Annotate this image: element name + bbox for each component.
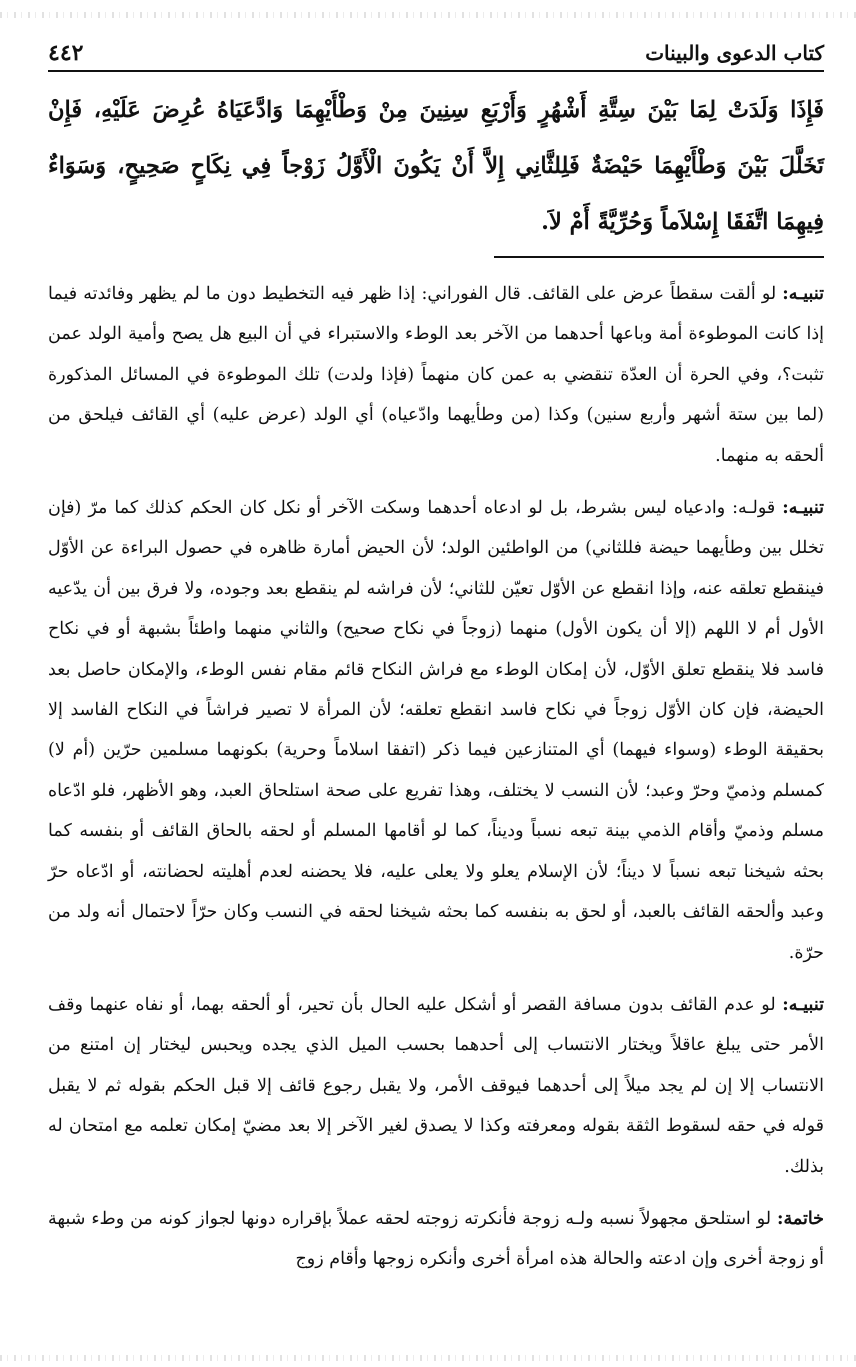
conclusion-paragraph — [48, 1199, 824, 1280]
paragraph-label: تنبيـه: — [782, 498, 824, 519]
commentary-paragraph — [48, 985, 824, 1187]
commentary-paragraph — [48, 274, 824, 476]
book-page — [48, 40, 824, 1292]
running-header — [48, 40, 824, 72]
scan-noise-bottom — [0, 1355, 856, 1361]
matn-text: فَإِذَا وَلَدَتْ لِمَا بَيْنَ سِتَّةِ أَشْهُرٍ وَأَرْبَعِ سِنِينَ مِنْ وَطْأَيْهِمَا وَادَّعَيَاهُ عُرِضَ عَلَيْهِ، فَإِنْ تَخَلَّلَ بَيْنَ وَطْأَيْهِمَا حَيْضَةٌ فَلِلثَّانِي إِلاَّ أَنْ يَكُونَ الْأَوَّلُ زَوْجاً فِي نِكَاحٍ صَحِيحٍ، وَسَوَاءٌ فِيهِمَا اتَّفَقَا إِسْلاَماً وَحُرِّيَّةً أَمْ لاَ. — [48, 97, 824, 235]
separator-rule — [494, 256, 824, 258]
book-title: كتاب الدعوى والبينات — [645, 41, 824, 65]
paragraph-text: لو عدم القائف بدون مسافة القصر أو أشكل عليه الحال بأن تحير، أو ألحقه بهما، أو نفاه عنهما وقف الأمر حتى يبلغ عاقلاً ويختار الانتساب إلى أحدهما بحسب الميل الذي يجده ويحبس ليختار إن امتنع من الانتساب إلا إن لم يجد ميلاً إلى أحدهما فيوقف الأمر، ولا يقبل رجوع قائف إلا قبل الحكم بقوله ثم لا يقبل قوله في حقه لسقوط الثقة بقوله ومعرفته وكذا لا يصدق لغير الآخر إلا بعد مضيّ إمكان تعلمه مع امتحان له بذلك. — [48, 994, 824, 1177]
paragraph-text: لو ألقت سقطاً عرض على القائف. قال الفوراني: إذا ظهر فيه التخطيط دون ما لم يظهر وفائدته فيما إذا كانت الموطوءة أمة وباعها أحدهما من الآخر بعد الوطء والاستبراء في أن البيع هل يصح وأمية الولد عمن تثبت؟، وفي الحرة أن العدّة تنقضي به عمن كان منهماً (فإذا ولدت) تلك الموطوءة في المسائل المذكورة (لما بين ستة أشهر وأربع سنين) وكذا (من وطأيهما وادّعياه) أي الولد (عرض عليه) أي القائف فيلحق من ألحقه به منهما. — [48, 284, 824, 466]
commentary-paragraph — [48, 488, 824, 973]
scan-noise-top — [0, 12, 856, 18]
paragraph-label: خاتمة: — [777, 1208, 824, 1229]
paragraph-label: تنبيـه: — [782, 994, 824, 1015]
paragraph-label: تنبيـه: — [782, 284, 824, 304]
paragraph-text: قولـه: وادعياه ليس بشرط، بل لو ادعاه أحدهما وسكت الآخر أو نكل كان الحكم كذلك كما مرّ (فإن تخلل بين وطأيهما حيضة فللثاني) من الواطئين الولد؛ لأن الحيض أمارة ظاهره في حصول البراءة عن الأوّل فينقطع تعلقه عنه، وإذا انقطع عن الأوّل تعيّن للثاني؛ لأن فراشه لم ينقطع بعد وجوده، ولا فرق بين أن يدّعيه الأول أم لا اللهم (إلا أن يكون الأول) منهما (زوجاً في نكاح صحيح) والثاني منهما واطئاً بشبهة أو في نكاح فاسد فلا ينقطع تعلق الأوّل، لأن إمكان الوطء مع فراش النكاح قائم مقام نفس الوطء، والإمكان حاصل بعد الحيضة، فإن كان الأوّل زوجاً في نكاح فاسد انقطع تعلقه؛ لأن المرأة لا تصير فراشاً في النكاح الفاسد إلا بحقيقة الوطء (وسواء فيهما) أي المتنازعين فيما ذكر (اتفقا اسلاماً وحرية) بكونهما مسلمين حرّين (أم لا) كمسلم وذميّ وحرّ وعبد؛ لأن النسب لا يختلف، وهذا تفريع على صحة استلحاق العبد، وهو الأظهر، فلو ادّعاه مسلم وذميّ وأقام الذمي بينة تبعه نسباً وديناً، كما لو أقامها المسلم أو لحقه بالحاق القائف أو بنفسه كما بحثه شيخنا تبعه نسباً لا ديناً؛ لأن الإسلام يعلو ولا يعلى عليه، فلا يحضنه لعدم أهليته لحضانته، أو ادّعاه حرّ وعبد وألحقه القائف بالعبد، أو لحق به بنفسه كما بحثه شيخنا لحقه في النسب وكان حرّاً لاحتمال أنه ولد من حرّة. — [48, 498, 825, 963]
paragraph-text: لو استلحق مجهولاً نسبه ولـه زوجة فأنكرته زوجته لحقه عملاً بإقراره دونها لجواز كونه من وطء شبهة أو زوجة أخرى وإن ادعته والحالة هذه امرأة أخرى وأنكره زوجها وأقام زوج — [48, 1208, 824, 1270]
page-number: ٤٤٢ — [48, 40, 84, 66]
